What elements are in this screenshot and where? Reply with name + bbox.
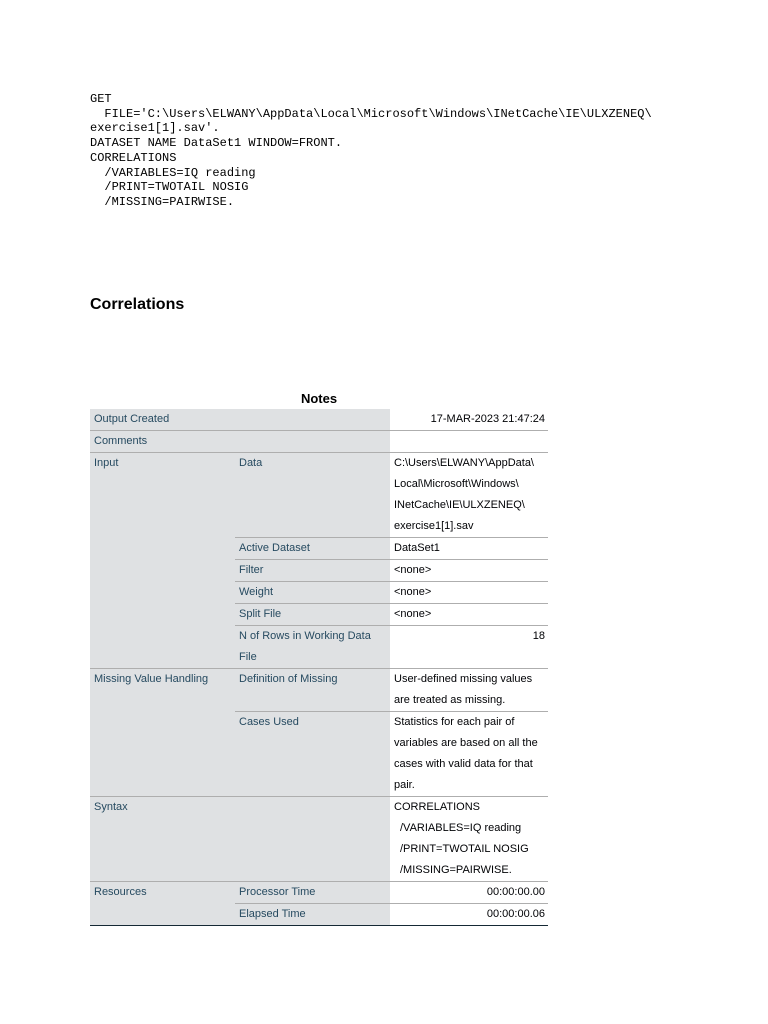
row-value: C:\Users\ELWANY\AppData\ Local\Microsoft\Windows\ INetCache\IE\ULXZENEQ\ exercise1[1].sav (390, 453, 548, 538)
row-value: User-defined missing values are treated as missing. (390, 669, 548, 712)
row-value: 00:00:00.00 (390, 882, 548, 904)
row-value: 17-MAR-2023 21:47:24 (390, 409, 548, 431)
row-label: Syntax (90, 797, 390, 882)
notes-row-output-created (90, 409, 548, 431)
row-value: 00:00:00.06 (390, 904, 548, 926)
syntax-line: /VARIABLES=IQ reading (400, 822, 522, 834)
row-value: DataSet1 (390, 538, 548, 560)
syntax-line: /PRINT=TWOTAIL NOSIG (400, 843, 529, 855)
row-value: Statistics for each pair of variables are based on all the cases with valid data for that pair. (390, 712, 548, 797)
row-value (390, 797, 548, 882)
row-label: Comments (90, 431, 390, 453)
notes-row-syntax (90, 797, 548, 882)
notes-row-processor-time (90, 882, 548, 904)
row-label: Processor Time (235, 882, 390, 904)
syntax-log: GET FILE='C:\Users\ELWANY\AppData\Local\Microsoft\Windows\INetCache\IE\ULXZENEQ\ exercise1[1].sav'. DATASET NAME DataSet1 WINDOW=FRONT. CORRELATIONS /VARIABLES=IQ reading /PRINT=TWOTAIL NOSIG /MISSING=PAIRWISE. (90, 92, 652, 209)
syntax-line: CORRELATIONS (394, 801, 480, 813)
group-label: Input (90, 453, 235, 669)
row-label: N of Rows in Working Data File (235, 626, 390, 669)
row-value: <none> (390, 604, 548, 626)
notes-table-title: Notes (300, 391, 338, 406)
syntax-line: /MISSING=PAIRWISE. (400, 864, 512, 876)
row-label: Elapsed Time (235, 904, 390, 926)
group-label: Resources (90, 882, 235, 926)
row-label: Split File (235, 604, 390, 626)
notes-row-comments (90, 431, 548, 453)
row-label: Active Dataset (235, 538, 390, 560)
row-value: <none> (390, 582, 548, 604)
row-label: Output Created (90, 409, 390, 431)
row-label: Definition of Missing (235, 669, 390, 712)
output-heading: Correlations (90, 296, 185, 313)
row-value: <none> (390, 560, 548, 582)
notes-row-input-data (90, 453, 548, 538)
group-label: Missing Value Handling (90, 669, 235, 797)
row-value (390, 431, 548, 453)
notes-row-definition-of-missing (90, 669, 548, 712)
row-label: Weight (235, 582, 390, 604)
row-label: Filter (235, 560, 390, 582)
notes-table (90, 409, 548, 926)
row-label: Cases Used (235, 712, 390, 797)
row-label: Data (235, 453, 390, 538)
row-value: 18 (390, 626, 548, 669)
